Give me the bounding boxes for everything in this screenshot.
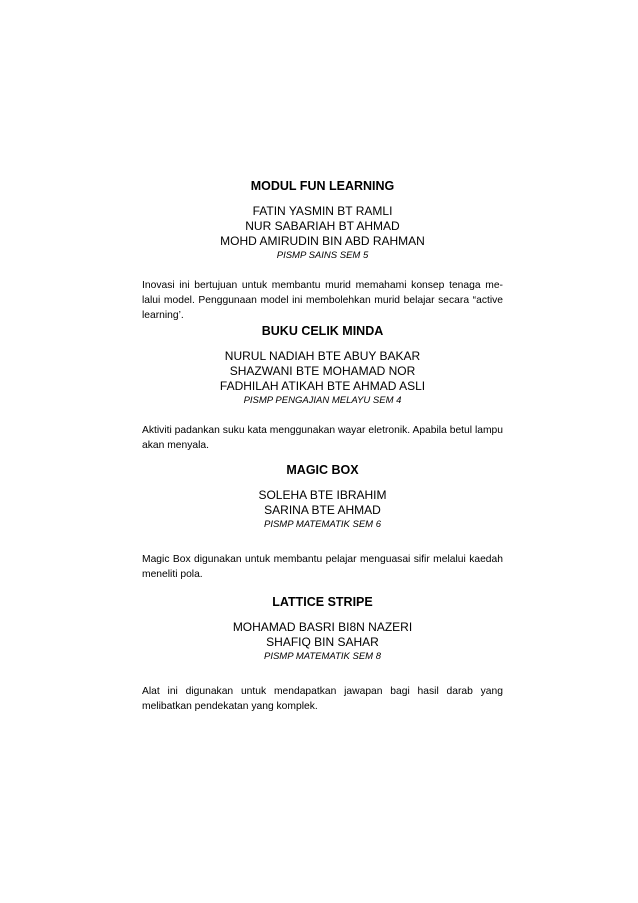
program-label: PISMP MATEMATIK SEM 6 (263, 519, 381, 530)
author-list (142, 204, 503, 249)
section-description: Inovasi ini bertujuan untuk membantu murid memahami konsep tenaga me-lalui model. Penggunaan model ini membolehkan murid belajar secara “active learning’. (142, 280, 503, 321)
section-modul-fun-learning (142, 178, 503, 323)
author-name: SOLEHA BTE IBRAHIM (258, 488, 387, 502)
author-list (142, 349, 503, 394)
section-title: MODUL FUN LEARNING (250, 179, 395, 193)
author-name: FADHILAH ATIKAH BTE AHMAD ASLI (219, 379, 426, 393)
program-label: PISMP MATEMATIK SEM 8 (263, 651, 381, 662)
program-label: PISMP SAINS SEM 5 (276, 250, 369, 261)
section-lattice-stripe (142, 594, 503, 714)
author-name: FATIN YASMIN BT RAMLI (252, 204, 393, 218)
author-name: NURUL NADIAH BTE ABUY BAKAR (224, 349, 421, 363)
author-name: MOHAMAD BASRI BI8N NAZERI (232, 620, 413, 634)
author-name: SHAFIQ BIN SAHAR (266, 635, 379, 649)
section-buku-celik-minda (142, 323, 503, 453)
section-title: MAGIC BOX (286, 463, 359, 477)
author-list (142, 488, 503, 518)
author-name: SARINA BTE AHMAD (264, 503, 381, 517)
section-description: Alat ini digunakan untuk mendapatkan jawapan bagi hasil darab yang melibatkan pendekatan yang komplek. (142, 686, 503, 712)
section-title: LATTICE STRIPE (272, 595, 373, 609)
section-title: BUKU CELIK MINDA (261, 324, 384, 338)
author-name: NUR SABARIAH BT AHMAD (245, 219, 400, 233)
author-list (142, 620, 503, 650)
section-magic-box (142, 462, 503, 582)
program-label: PISMP PENGAJIAN MELAYU SEM 4 (243, 395, 402, 406)
section-description: Aktiviti padankan suku kata menggunakan wayar eletronik. Apabila betul lampu akan menyala. (142, 425, 503, 451)
author-name: SHAZWANI BTE MOHAMAD NOR (229, 364, 416, 378)
author-name: MOHD AMIRUDIN BIN ABD RAHMAN (220, 234, 425, 248)
section-description: Magic Box digunakan untuk membantu pelajar menguasai sifir melalui kaedah meneliti pola. (142, 554, 503, 580)
